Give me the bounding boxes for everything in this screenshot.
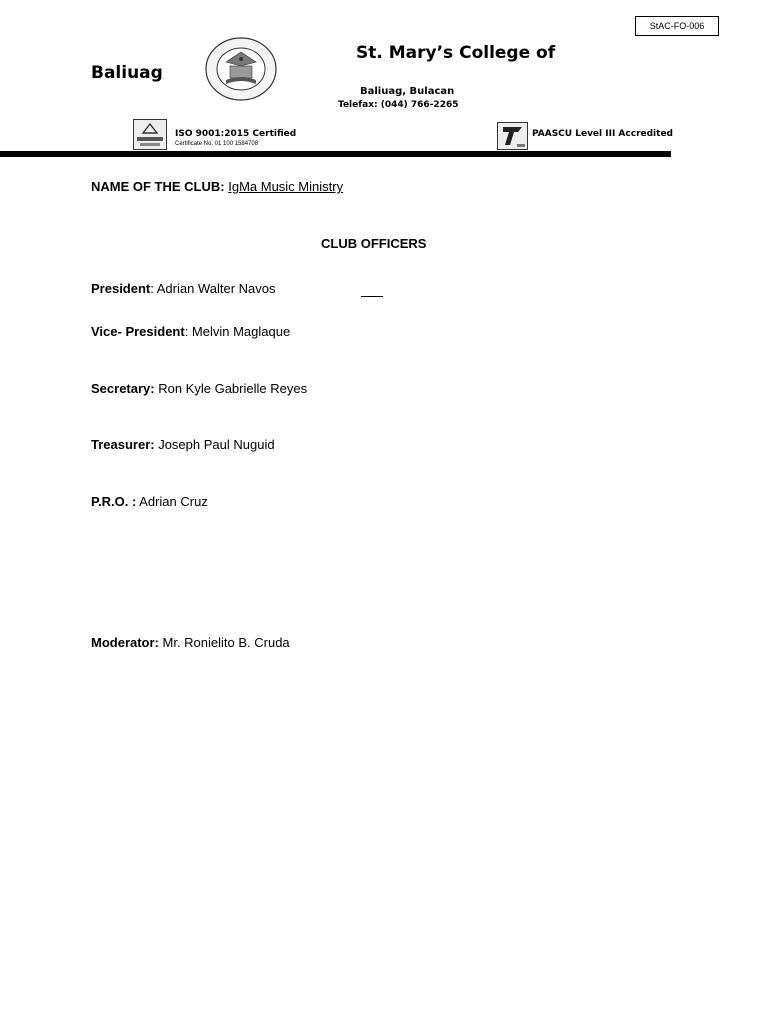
college-telefax: Telefax: (044) 766-2265	[338, 100, 459, 110]
moderator-line	[91, 635, 290, 650]
iso-certification-logo-icon	[133, 119, 167, 150]
president-label: President	[91, 281, 151, 296]
president-value: : Adrian Walter Navos	[150, 281, 276, 296]
paascu-logo-icon	[497, 122, 528, 150]
moderator-label: Moderator:	[91, 635, 159, 650]
president-line	[91, 281, 275, 296]
club-name-label: NAME OF THE CLUB:	[91, 179, 225, 194]
paascu-accreditation-text: PAASCU Level III Accredited	[532, 129, 673, 139]
treasurer-label: Treasurer:	[91, 437, 155, 452]
club-name-line	[91, 179, 343, 194]
college-address: Baliuag, Bulacan	[360, 86, 455, 97]
moderator-value: Mr. Ronielito B. Cruda	[158, 635, 290, 650]
secretary-value: Ron Kyle Gabrielle Reyes	[154, 381, 308, 396]
pro-label: P.R.O. :	[91, 494, 137, 509]
secretary-label: Secretary:	[91, 381, 155, 396]
vice-president-value: : Melvin Maglaque	[184, 324, 291, 339]
school-seal-icon	[204, 36, 278, 102]
vice-president-label: Vice- President	[91, 324, 185, 339]
pro-value: Adrian Cruz	[136, 494, 208, 509]
treasurer-line	[91, 437, 275, 452]
vice-president-line	[91, 324, 290, 339]
secretary-line	[91, 381, 307, 396]
college-name-part1: Baliuag	[91, 63, 163, 83]
president-blank-line	[361, 286, 383, 297]
certificate-number: Certificate No. 01 100 1584708	[175, 141, 259, 147]
treasurer-value: Joseph Paul Nuguid	[154, 437, 275, 452]
club-officers-heading: CLUB OFFICERS	[321, 236, 427, 251]
college-name-part2: St. Mary’s College of	[356, 43, 556, 63]
form-code: StAC-FO-006	[635, 16, 719, 36]
header-divider	[0, 151, 671, 157]
club-name-value: IgMa Music Ministry	[228, 179, 344, 194]
pro-line	[91, 494, 208, 509]
iso-certification-text: ISO 9001:2015 Certified	[175, 129, 297, 139]
